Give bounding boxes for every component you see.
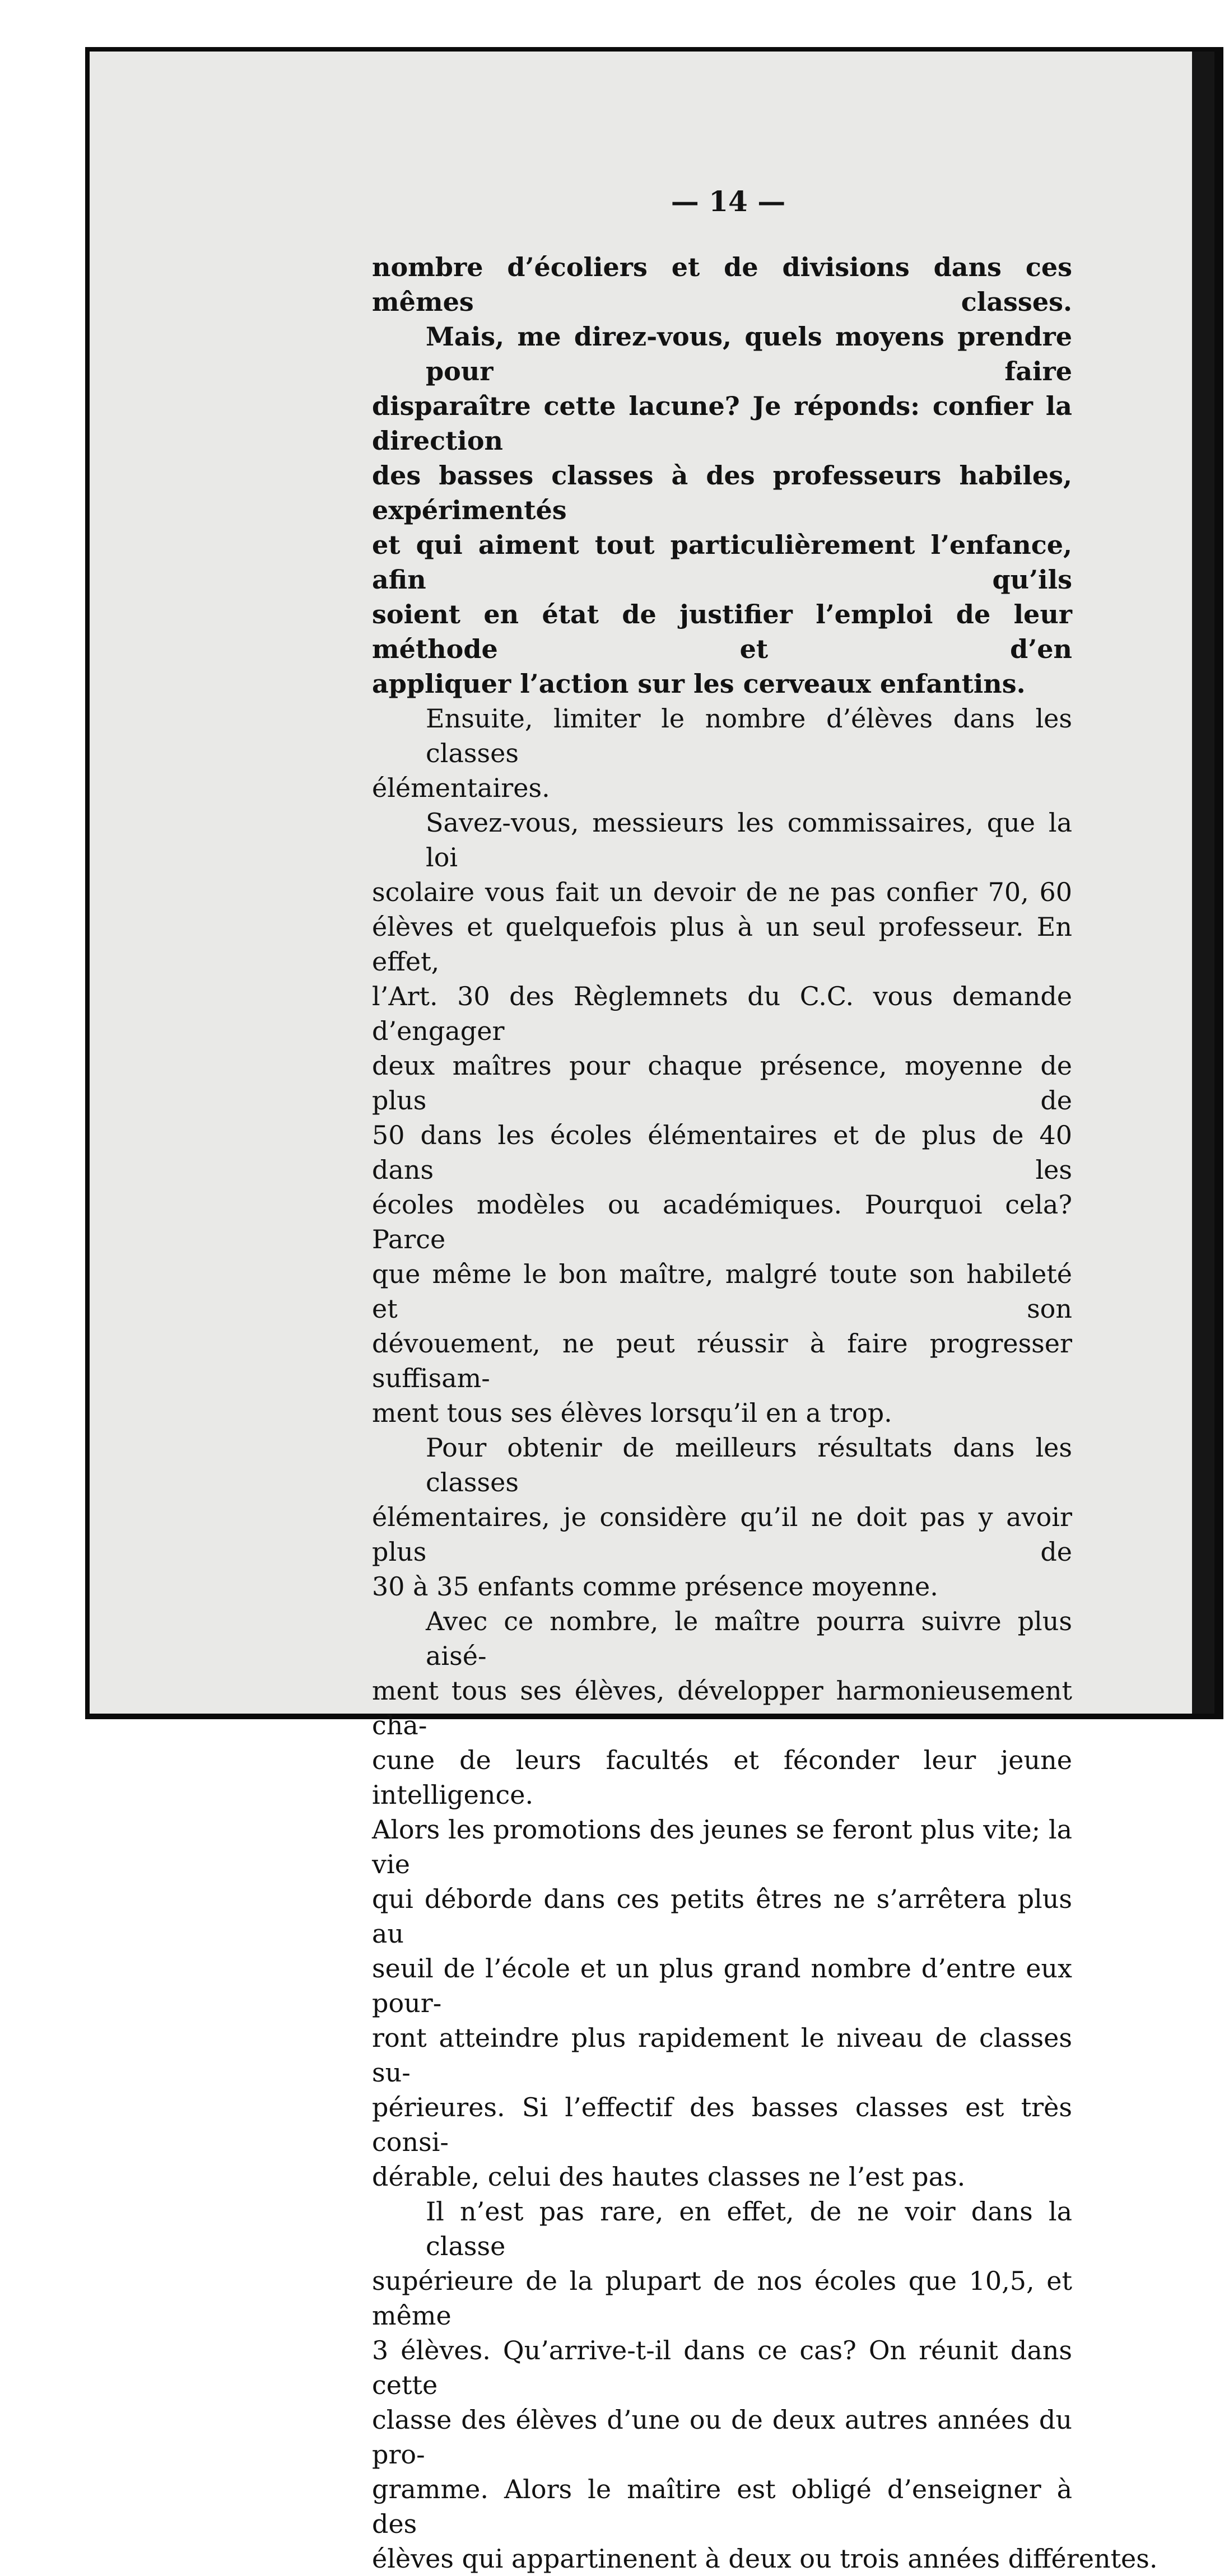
text-line: et qui aiment tout particulièrement l’enfance, afin qu’ils [372, 530, 1072, 595]
text-line: ment tous ses élèves lorsqu’il en a trop. [372, 1398, 892, 1428]
text-line: élémentaires. [372, 773, 550, 803]
text-line: ment tous ses élèves, développer harmonieusement cha- [372, 1676, 1072, 1740]
text-line: qui déborde dans ces petits êtres ne s’arrêtera plus au [372, 1884, 1072, 1949]
text-line: seuil de l’école et un plus grand nombre d’entre eux pour- [372, 1953, 1072, 2018]
body-text [372, 250, 1158, 2576]
text-line: deux maîtres pour chaque présence, moyenne de plus de [372, 1051, 1072, 1116]
text-line: Il n’est pas rare, en effet, de ne voir dans la classe [426, 2196, 1072, 2261]
text-line: 30 à 35 enfants comme présence moyenne. [372, 1571, 938, 1602]
text-line: Avec ce nombre, le maître pourra suivre plus aisé- [426, 1606, 1072, 1671]
text-line: écoles modèles ou académiques. Pourquoi cela? Parce [372, 1189, 1072, 1254]
text-line: Savez-vous, messieurs les commissaires, que la loi [426, 808, 1072, 872]
text-line: classe des élèves d’une ou de deux autres années du pro- [372, 2405, 1072, 2470]
text-line: élèves qui appartinenent à deux ou trois années différentes. [372, 2544, 1158, 2574]
text-line: Pour obtenir de meilleurs résultats dans les classes [426, 1432, 1072, 1497]
text-line: cune de leurs facultés et féconder leur jeune intelligence. [372, 1745, 1072, 1810]
text-line: gramme. Alors le maîtire est obligé d’enseigner à des [372, 2474, 1072, 2539]
text-line: appliquer l’action sur les cerveaux enfantins. [372, 669, 1026, 699]
text-line: que même le bon maître, malgré toute son habileté et son [372, 1259, 1072, 1324]
text-line: nombre d’écoliers et de divisions dans ces mêmes classes. [372, 252, 1072, 317]
text-line: Ensuite, limiter le nombre d’élèves dans les classes [426, 703, 1072, 768]
text-line: Mais, me direz-vous, quels moyens prendre pour faire [426, 321, 1072, 386]
text-line: soient en état de justifier l’emploi de leur méthode et d’en [372, 599, 1072, 664]
text-line: supérieure de la plupart de nos écoles que 10,5, et même [372, 2266, 1072, 2331]
text-line: des basses classes à des professeurs habiles, expérimentés [372, 460, 1072, 525]
text-line: Alors les promotions des jeunes se feront plus vite; la vie [372, 1814, 1072, 1879]
text-line: élèves et quelquefois plus à un seul professeur. En effet, [372, 912, 1072, 977]
text-line: disparaître cette lacune? Je réponds: confier la direction [372, 391, 1072, 456]
page-edge-shadow [1192, 52, 1214, 1714]
text-line: 3 élèves. Qu’arrive-t-il dans ce cas? On réunit dans cette [372, 2335, 1072, 2400]
text-line: 50 dans les écoles élémentaires et de plus de 40 dans les [372, 1120, 1072, 1185]
text-line: dérable, celui des hautes classes ne l’est pas. [372, 2162, 966, 2192]
text-line: élémentaires, je considère qu’il ne doit pas y avoir plus de [372, 1502, 1072, 1567]
text-line: dévouement, ne peut réussir à faire progresser suffisam- [372, 1328, 1072, 1393]
text-line: périeures. Si l’effectif des basses classes est très consi- [372, 2092, 1072, 2157]
text-line: ront atteindre plus rapidement le niveau de classes su- [372, 2023, 1072, 2088]
page-number: — 14 — [671, 185, 786, 218]
text-line: l’Art. 30 des Règlemnets du C.C. vous demande d’engager [372, 981, 1072, 1046]
text-line: scolaire vous fait un devoir de ne pas confier 70, 60 [372, 877, 1072, 907]
